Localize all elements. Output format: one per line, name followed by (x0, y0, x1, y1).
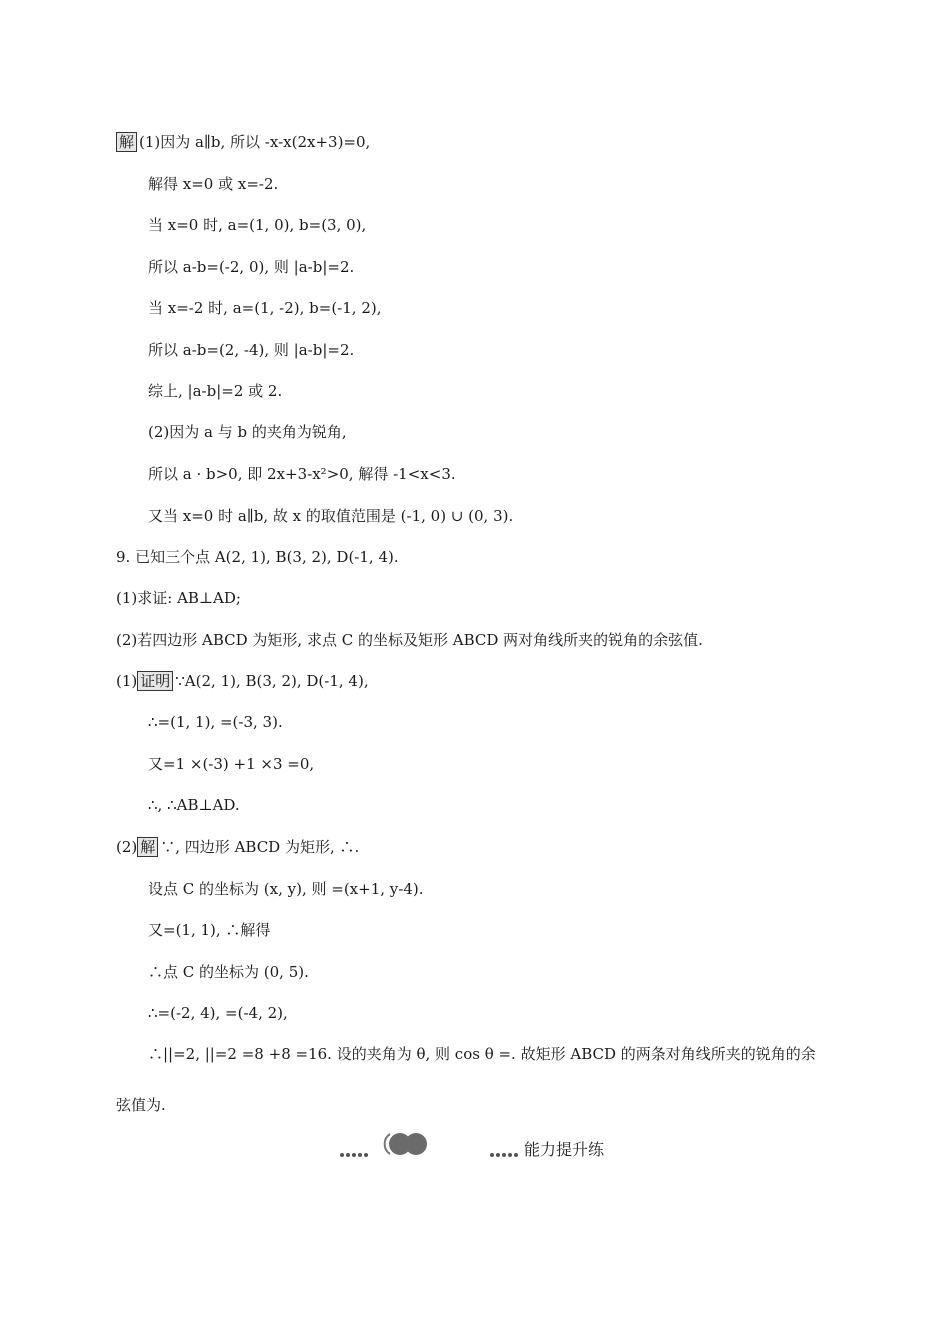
problem9-part1: (1)求证: AB⊥AD; (116, 589, 241, 607)
proof-tag: 证明 (137, 671, 173, 691)
solution8-line-8: (2)因为 a 与 b 的夹角为锐角, (148, 423, 347, 441)
dotted-leader-left (340, 1142, 370, 1161)
solution8-line-6: 所以 a-b=(2, -4), 则 |a-b|=2. (148, 341, 355, 359)
section-title: 能力提升练 (524, 1140, 605, 1159)
solution9-line-7: 弦值为. (116, 1096, 166, 1114)
section-logo-icon (382, 1128, 434, 1160)
solution8-line-3: 当 x=0 时, a=(1, 0), b=(3, 0), (148, 216, 367, 234)
solution8-line-4: 所以 a-b=(-2, 0), 则 |a-b|=2. (148, 258, 355, 276)
proof9-line-2: ∴=(1, 1), =(-3, 3). (148, 713, 283, 731)
proof9-line-4: ∴, ∴AB⊥AD. (148, 796, 240, 814)
solution8-line-1: 解 (1)因为 a∥b, 所以 -x-x(2x+3)=0, (116, 132, 370, 152)
solution9-line-4: ∴点 C 的坐标为 (0, 5). (148, 963, 309, 981)
solution8-line-9: 所以 a · b>0, 即 2x+3-x²>0, 解得 -1<x<3. (148, 465, 456, 483)
section-header (340, 1128, 640, 1168)
solution-tag: 解 (116, 132, 137, 152)
solution9-line-3: 又=(1, 1), ∴解得 (148, 921, 271, 939)
proof9-line-3: 又=1 ×(-3) +1 ×3 =0, (148, 755, 315, 773)
dotted-leader-right (490, 1142, 520, 1161)
proof9-line-1: (1) 证明 ∵A(2, 1), B(3, 2), D(-1, 4), (116, 672, 369, 690)
problem9-stem: 9. 已知三个点 A(2, 1), B(3, 2), D(-1, 4). (116, 548, 399, 566)
problem9-part2: (2)若四边形 ABCD 为矩形, 求点 C 的坐标及矩形 ABCD 两对角线所夹的锐角的余弦值. (116, 631, 703, 649)
solution9-line-5: ∴=(-2, 4), =(-4, 2), (148, 1004, 288, 1022)
solution8-line-5: 当 x=-2 时, a=(1, -2), b=(-1, 2), (148, 299, 382, 317)
solution9-line-6: ∴||=2, ||=2 =8 +8 =16. 设的夹角为 θ, 则 cos θ =. 故矩形 ABCD 的两条对角线所夹的锐角的余 (148, 1045, 816, 1063)
solution8-line-2: 解得 x=0 或 x=-2. (148, 175, 279, 193)
solution8-line-7: 综上, |a-b|=2 或 2. (148, 382, 283, 400)
solution-tag: 解 (137, 837, 158, 857)
solution9-line-2: 设点 C 的坐标为 (x, y), 则 =(x+1, y-4). (148, 880, 424, 898)
solution9-line-1: (2) 解 ∵, 四边形 ABCD 为矩形, ∴. (116, 838, 360, 856)
solution8-line-10: 又当 x=0 时 a∥b, 故 x 的取值范围是 (-1, 0) ∪ (0, 3). (148, 507, 514, 525)
